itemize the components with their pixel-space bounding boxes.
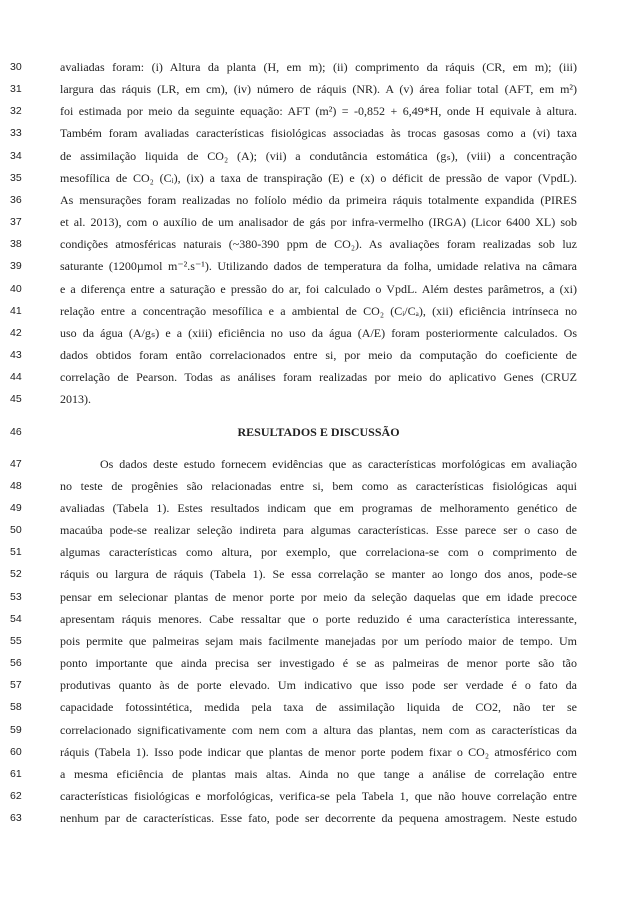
text-line <box>0 56 638 78</box>
line-number: 62 <box>10 790 22 802</box>
text-line <box>0 322 638 344</box>
line-text: ráquis ou largura de ráquis (Tabela 1). Se essa correlação se manter ao longo dos anos, pode-se <box>60 567 577 582</box>
line-text: pensar em selecionar plantas de menor porte por meio da seleção daquelas que em idade precoce <box>60 589 577 604</box>
line-text: e a diferença entre a saturação e pressão do ar, foi calculado o VpdL. Além destes parâmetros, a (xi) <box>60 281 577 296</box>
line-number: 56 <box>10 657 22 670</box>
line-text: macaúba pode-se realizar seleção indireta para algumas características. Esse parece ser o caso de <box>60 523 577 538</box>
line-number: 43 <box>10 349 22 362</box>
line-number: 37 <box>10 216 22 229</box>
section-heading-line <box>0 421 638 443</box>
line-number: 59 <box>10 723 22 736</box>
text-line <box>0 674 638 696</box>
line-number: 35 <box>10 171 22 184</box>
text-line <box>0 807 638 829</box>
line-text: dados obtidos foram então correlacionados entre si, por meio da computação do coeficiente de <box>60 348 577 363</box>
line-number: 32 <box>10 105 22 118</box>
text-line <box>0 233 638 255</box>
line-text: de assimilação liquida de CO₂ (A); (vii) a condutância estomática (gₛ), (viii) a concentração <box>60 148 577 163</box>
line-text: foi estimada por meio da seguinte equação: AFT (m²) = -0,852 + 6,49*H, onde H equivale à altura. <box>60 104 577 119</box>
text-line <box>0 278 638 300</box>
line-number: 57 <box>10 679 22 692</box>
line-number: 38 <box>10 238 22 251</box>
text-line <box>0 453 638 475</box>
text-line <box>0 696 638 718</box>
section-heading: RESULTADOS E DISCUSSÃO <box>237 424 400 439</box>
text-line <box>0 741 638 763</box>
text-line <box>0 519 638 541</box>
line-text: mesofílica de CO₂ (Cᵢ), (ix) a taxa de transpiração (E) e (x) o déficit de pressão de vapor (VpdL). <box>60 170 577 185</box>
text-line <box>0 78 638 100</box>
line-number: 50 <box>10 524 22 537</box>
line-number: 60 <box>10 745 22 758</box>
line-text: As mensurações foram realizadas no folíolo médio da primeira ráquis totalmente expandida (PIRES <box>60 192 577 207</box>
line-text: capacidade fotossintética, medida pela taxa de assimilação liquida de CO2, não ter se <box>60 700 577 715</box>
text-line <box>0 255 638 277</box>
text-line <box>0 189 638 211</box>
line-text: Os dados deste estudo fornecem evidências que as características morfológicas em avaliação <box>100 456 577 471</box>
line-text: ponto importante que ainda precisa ser investigado é se as palmeiras de menor porte são tão <box>60 656 577 671</box>
line-text: características fisiológicas e morfológicas, verifica-se pela Tabela 1, que não houve correlação entre <box>60 789 577 803</box>
text-line <box>0 167 638 189</box>
line-text: a mesma eficiência de plantas mais altas. Ainda no que tange a análise de correlação entre <box>60 766 577 781</box>
line-number: 33 <box>10 127 22 140</box>
line-text: no teste de progênies são relacionadas entre si, bem como as características fisiológicas aqui <box>60 478 577 493</box>
text-line <box>0 541 638 563</box>
text-line <box>0 763 638 785</box>
line-number: 63 <box>10 812 22 825</box>
line-number: 49 <box>10 501 22 514</box>
line-text: correlacionado significativamente com nem com a altura das plantas, nem com as características da <box>60 722 577 737</box>
line-number: 61 <box>10 767 22 780</box>
line-text: relação entre a concentração mesofílica e a ambiental de CO₂ (Cᵢ/Cₐ), (xii) eficiência intrínseca no <box>60 303 577 318</box>
line-number: 42 <box>10 326 22 339</box>
line-number: 45 <box>10 393 22 406</box>
line-number: 58 <box>10 701 22 714</box>
line-number: 51 <box>10 546 22 559</box>
line-text: apresentam ráquis menores. Cabe ressaltar que o porte reduzido é uma característica interessante, <box>60 611 577 626</box>
line-text: condições atmosféricas naturais (~380-390 ppm de CO₂). As avaliações foram realizadas sob luz <box>60 237 577 252</box>
line-text: uso da água (A/gₛ) e a (xiii) eficiência no uso da água (A/E) foram posteriormente calculados. Os <box>60 325 577 340</box>
line-text: algumas características como altura, por exemplo, que correlaciona-se com o comprimento de <box>60 545 577 560</box>
text-line <box>0 300 638 322</box>
line-number: 39 <box>10 260 22 273</box>
line-number: 31 <box>10 83 22 96</box>
text-line <box>0 563 638 585</box>
line-text: saturante (1200µmol m⁻².s⁻¹). Utilizando dados de temperatura da folha, umidade relativa na câmara <box>60 259 577 274</box>
text-line <box>0 785 638 807</box>
line-text: produtivas quanto às de porte elevado. Um indicativo que isso pode ser verdade é o fato da <box>60 678 577 693</box>
line-text: avaliadas (Tabela 1). Estes resultados indicam que em programas de melhoramento genético de <box>60 500 577 515</box>
text-line <box>0 211 638 233</box>
line-number: 52 <box>10 568 22 581</box>
line-number: 48 <box>10 479 22 492</box>
text-line <box>0 475 638 497</box>
text-line <box>0 497 638 519</box>
line-text: 2013). <box>60 392 91 407</box>
line-number: 40 <box>10 282 22 295</box>
line-number: 34 <box>10 149 22 162</box>
line-text: largura das ráquis (LR, em cm), (iv) número de ráquis (NR). A (v) área foliar total (AFT, em m²) <box>60 82 577 97</box>
line-number: 41 <box>10 304 22 317</box>
line-text: Também foram avaliadas características fisiológicas associadas às trocas gasosas como a (vi) taxa <box>60 126 577 141</box>
text-line <box>0 388 638 410</box>
text-line <box>0 145 638 167</box>
text-line <box>0 608 638 630</box>
line-text: nenhum par de características. Esse fato, pode ser decorrente da pequena amostragem. Neste estudo <box>60 811 577 826</box>
line-number: 54 <box>10 612 22 625</box>
line-number: 55 <box>10 634 22 647</box>
text-line <box>0 652 638 674</box>
text-line <box>0 586 638 608</box>
line-number: 53 <box>10 590 22 603</box>
line-text: correlação de Pearson. Todas as análises foram realizadas por meio do aplicativo Genes (CRUZ <box>60 370 577 385</box>
line-number: 30 <box>10 61 22 73</box>
document-page <box>0 56 638 829</box>
line-number: 36 <box>10 193 22 206</box>
text-line <box>0 122 638 144</box>
line-text: et al. 2013), com o auxílio de um analisador de gás por infra-vermelho (IRGA) (Licor 6400 XL) sob <box>60 215 577 230</box>
text-line <box>0 366 638 388</box>
line-text: avaliadas foram: (i) Altura da planta (H, em m); (ii) comprimento da ráquis (CR, em m); (iii) <box>60 60 577 74</box>
line-number: 46 <box>10 425 22 438</box>
text-line <box>0 344 638 366</box>
text-line <box>0 100 638 122</box>
line-number: 44 <box>10 371 22 384</box>
text-line <box>0 719 638 741</box>
line-text: pois permite que palmeiras sejam mais facilmente manejadas por um período maior de tempo. Um <box>60 633 577 648</box>
line-text: ráquis (Tabela 1). Isso pode indicar que plantas de menor porte podem fixar o CO₂ atmosférico com <box>60 744 577 759</box>
line-number: 47 <box>10 457 22 470</box>
text-line <box>0 630 638 652</box>
